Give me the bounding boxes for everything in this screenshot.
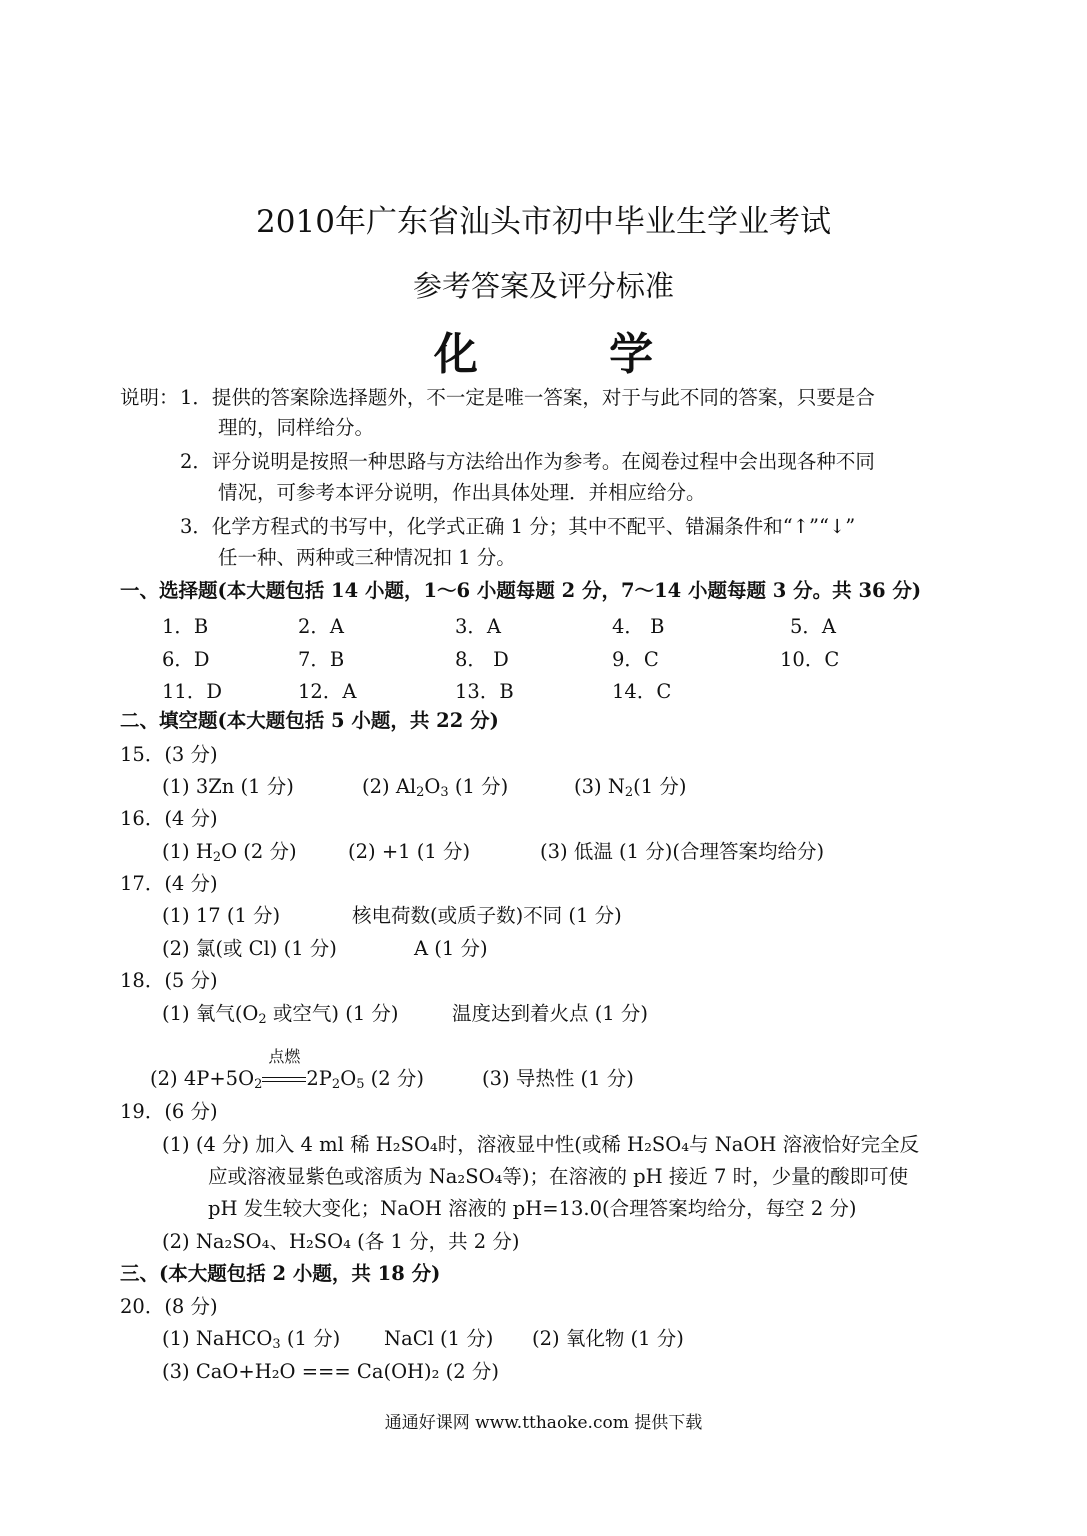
q19-label: 19．(6 分): [120, 1100, 218, 1123]
note-2-line-2: 情况，可参考本评分说明，作出具体处理．并相应给分。: [218, 481, 706, 504]
q16-answer-1: (1) $H_2O$ (2 分): [162, 840, 297, 865]
q19-answer-line-3: pH 发生较大变化；NaOH 溶液的 pH=13.0(合理答案均给分，每空 2 分): [208, 1197, 857, 1220]
mc-answer: 11．D: [162, 680, 222, 703]
mc-answer: 10．C: [780, 648, 840, 671]
mc-answer: 3．A: [455, 615, 501, 638]
mc-answer: 2．A: [298, 615, 344, 638]
mc-answer: 9．C: [612, 648, 659, 671]
q15-answer-3: (3) $N_2(1$ 分): [574, 775, 687, 800]
note-2-line-1: 2．评分说明是按照一种思路与方法给出作为参考。在阅卷过程中会出现各种不同: [180, 450, 875, 473]
q15-answer-1: (1) 3Zn (1 分): [162, 775, 294, 798]
notes-label: 说明：: [120, 386, 179, 409]
q17-answer-2a: (2) 氯(或 Cl) (1 分): [162, 937, 337, 960]
note-3-line-1: 3．化学方程式的书写中，化学式正确 1 分；其中不配平、错漏条件和“↑”“↓”: [180, 515, 856, 538]
document-title: 2010年广东省汕头市初中毕业生学业考试: [256, 204, 831, 240]
q16-label: 16．(4 分): [120, 807, 218, 830]
q20-answer-2: (2) 氧化物 (1 分): [532, 1327, 684, 1350]
mc-answer: 1．B: [162, 615, 209, 638]
q15-answer-2: (2) $Al_2O_3$ (1 分): [362, 775, 509, 800]
note-1-line-1: 1．提供的答案除选择题外，不一定是唯一答案，对于与此不同的答案，只要是合: [180, 386, 875, 409]
footer-source: 通通好课网 www.tthaoke.com 提供下载: [384, 1413, 703, 1433]
q20-answer-1b: NaCl (1 分): [384, 1327, 494, 1350]
subject-heading: 化 学: [433, 329, 712, 380]
section-2-heading: 二、填空题(本大题包括 5 小题，共 22 分): [120, 709, 499, 732]
mc-answer: 8． D: [455, 648, 509, 671]
q15-label: 15．(3 分): [120, 743, 218, 766]
q17-label: 17．(4 分): [120, 872, 218, 895]
q18-answer-3: (3) 导热性 (1 分): [482, 1067, 634, 1090]
q19-answer-line-1: (1) (4 分) 加入 4 ml 稀 H₂SO₄时，溶液显中性(或稀 H₂SO₄与 NaOH 溶液恰好完全反: [162, 1133, 920, 1156]
q17-answer-1a: (1) 17 (1 分): [162, 904, 281, 927]
mc-answer: 6．D: [162, 648, 210, 671]
q20-answer-1a: (1) NaHCO$_3$ (1 分): [162, 1327, 341, 1352]
mc-answer: 14．C: [612, 680, 672, 703]
q20-label: 20．(8 分): [120, 1295, 218, 1318]
q17-answer-1b: 核电荷数(或质子数)不同 (1 分): [352, 904, 622, 927]
document-subtitle: 参考答案及评分标准: [412, 269, 674, 303]
q16-answer-2: (2) +1 (1 分): [348, 840, 471, 863]
q19-answer-line-4: (2) Na₂SO₄、H₂SO₄ (各 1 分，共 2 分): [162, 1230, 520, 1253]
reaction-arrow: 点燃: [262, 1064, 306, 1094]
q18-answer-1b: 温度达到着火点 (1 分): [452, 1002, 649, 1025]
q18-label: 18．(5 分): [120, 969, 218, 992]
q17-answer-2b: A (1 分): [414, 937, 488, 960]
q18-equation: (2) $4P+5O_2$ 点燃 $2P_2O_5$ (2 分): [150, 1047, 424, 1092]
mc-answer: 4． B: [612, 615, 665, 638]
mc-answer: 12．A: [298, 680, 357, 703]
mc-answer: 7．B: [298, 648, 345, 671]
note-3-line-2: 任一种、两种或三种情况扣 1 分。: [218, 546, 516, 569]
q16-answer-3: (3) 低温 (1 分)(合理答案均给分): [540, 840, 825, 863]
section-1-heading: 一、选择题(本大题包括 14 小题，1～6 小题每题 2 分，7～14 小题每题 3 分。共 36 分): [120, 579, 922, 602]
q18-answer-1a: (1) 氧气($O_2$ 或空气) (1 分): [162, 1002, 399, 1027]
q19-answer-line-2: 应或溶液显紫色或溶质为 Na₂SO₄等)；在溶液的 pH 接近 7 时，少量的酸即可使: [208, 1165, 909, 1188]
mc-answer: 13．B: [455, 680, 514, 703]
note-1-line-2: 理的，同样给分。: [218, 416, 375, 439]
mc-answer: 5．A: [790, 615, 836, 638]
section-3-heading: 三、(本大题包括 2 小题，共 18 分): [120, 1262, 441, 1285]
q20-answer-3: (3) CaO+H₂O === Ca(OH)₂ (2 分): [162, 1360, 500, 1383]
